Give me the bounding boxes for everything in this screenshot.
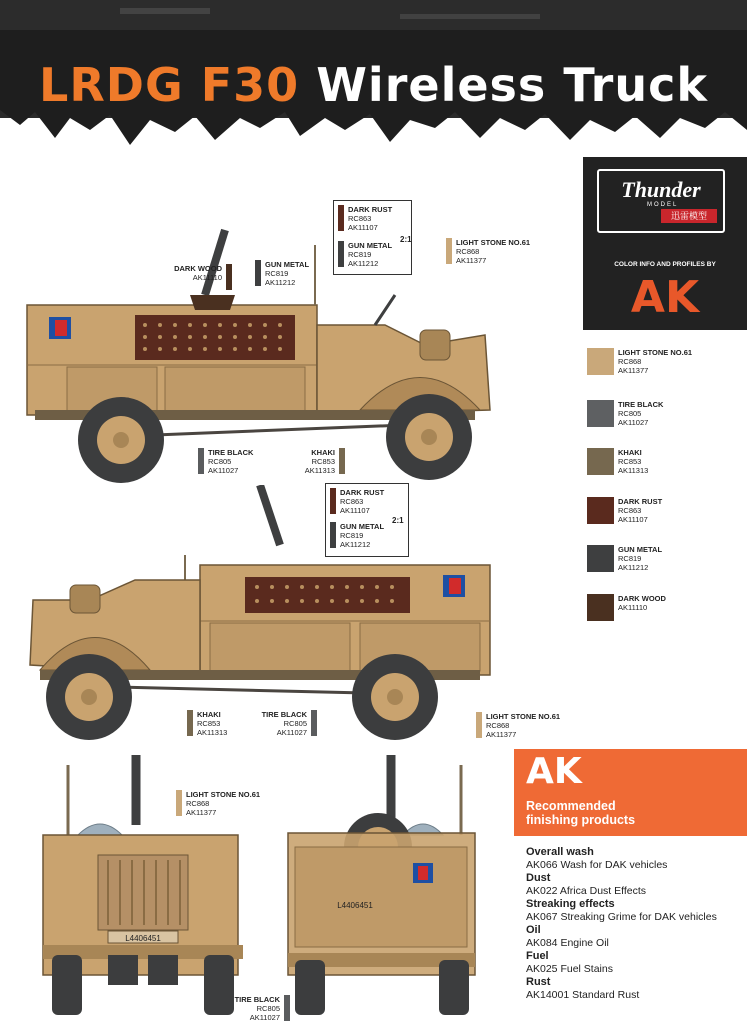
callout-code: RC863 <box>340 497 364 506</box>
ak-logo-banner: AK <box>526 751 582 792</box>
ak-recommended-banner <box>514 749 747 836</box>
callout-name: KHAKI <box>197 710 221 719</box>
palette-name: DARK RUST <box>618 497 663 506</box>
callout-code: AK11377 <box>186 808 217 817</box>
callout-code: RC819 <box>348 250 372 259</box>
callout-code: AK11313 <box>197 728 228 737</box>
brand-panel <box>583 157 747 330</box>
callout-dark-wood-1 <box>150 264 232 290</box>
callout-name: DARK RUST <box>348 205 393 214</box>
palette-swatch <box>587 497 614 524</box>
palette-code: RC863 <box>618 506 642 515</box>
palette-code: AK11027 <box>618 418 649 427</box>
callout-code: RC868 <box>486 721 510 730</box>
ratio-label-2: 2:1 <box>392 516 404 525</box>
callout-code: AK11377 <box>486 730 517 739</box>
swatch <box>338 205 344 231</box>
palette-code: RC805 <box>618 409 642 418</box>
callout-code: RC805 <box>208 457 232 466</box>
callout-code: AK11377 <box>456 256 487 265</box>
callout-name: GUN METAL <box>340 522 385 531</box>
product-heading: Fuel <box>526 950 549 962</box>
callout-name: LIGHT STONE NO.61 <box>486 712 561 721</box>
callout-name: GUN METAL <box>348 241 393 250</box>
palette-code: RC868 <box>618 357 642 366</box>
callout-name: LIGHT STONE NO.61 <box>186 790 261 799</box>
thunder-wordmark: Thunder <box>621 177 701 202</box>
palette-name: TIRE BLACK <box>618 400 664 409</box>
callout-gun-metal-1 <box>255 260 325 286</box>
callout-code: RC863 <box>348 214 372 223</box>
product-heading: Oil <box>526 924 541 936</box>
palette-swatch <box>587 594 614 621</box>
palette-code: AK11313 <box>618 466 649 475</box>
product-heading: Rust <box>526 976 551 988</box>
callout-code: AK11212 <box>340 540 371 549</box>
swatch <box>198 448 204 474</box>
palette-name: LIGHT STONE NO.61 <box>618 348 693 357</box>
truck-rear-view <box>283 755 483 1020</box>
callout-name: LIGHT STONE NO.61 <box>456 238 531 247</box>
palette-code: RC853 <box>618 457 642 466</box>
swatch <box>176 790 182 816</box>
callout-code: AK11212 <box>265 278 296 287</box>
callout-name: KHAKI <box>311 448 335 457</box>
page-title <box>0 58 747 112</box>
swatch <box>226 264 232 290</box>
swatch <box>187 710 193 736</box>
swatch <box>339 448 345 474</box>
swatch <box>255 260 261 286</box>
header-banner <box>0 0 747 150</box>
swatch <box>284 995 290 1021</box>
callout-name: TIRE BLACK <box>261 710 307 719</box>
callout-code: AK11027 <box>276 728 307 737</box>
callout-code: RC819 <box>340 531 364 540</box>
callout-name: DARK WOOD <box>174 264 222 273</box>
ak-logo: AK <box>630 272 700 323</box>
palette-name: DARK WOOD <box>618 594 666 603</box>
callout-code: AK11027 <box>208 466 239 475</box>
palette-swatch <box>587 545 614 572</box>
callout-code: AK11107 <box>340 506 370 515</box>
product-item: AK022 Africa Dust Effects <box>526 885 647 897</box>
callout-tire-black-2 <box>255 710 317 736</box>
product-item: AK066 Wash for DAK vehicles <box>526 859 668 871</box>
thunder-logo <box>597 169 725 233</box>
palette-name: GUN METAL <box>618 545 663 554</box>
palette-code: AK11110 <box>618 603 648 612</box>
callout-code: AK11110 <box>192 273 222 282</box>
callout-name: TIRE BLACK <box>234 995 280 1004</box>
palette-swatch <box>587 400 614 427</box>
callout-code: RC868 <box>186 799 210 808</box>
callout-code: RC868 <box>456 247 480 256</box>
callout-code: AK11313 <box>304 466 335 475</box>
product-item: AK025 Fuel Stains <box>526 963 613 975</box>
swatch <box>476 712 482 738</box>
callout-code: RC853 <box>311 457 335 466</box>
color-info-label: COLOR INFO AND PROFILES BY <box>614 261 716 268</box>
palette-code: AK11212 <box>618 563 649 572</box>
thunder-cn: 迅雷模型 <box>661 209 717 223</box>
title-part2: Wireless Truck <box>316 58 708 112</box>
swatch <box>330 522 336 548</box>
callout-code: RC805 <box>256 1004 280 1013</box>
callout-code: RC819 <box>265 269 289 278</box>
palette-code: AK11377 <box>618 366 649 375</box>
callout-name: DARK RUST <box>340 488 385 497</box>
recommended-line2: finishing products <box>526 813 636 827</box>
palette-swatch <box>587 348 614 375</box>
callout-code: AK11107 <box>348 223 378 232</box>
product-item: AK14001 Standard Rust <box>526 989 640 1001</box>
swatch <box>311 710 317 736</box>
product-heading: Streaking effects <box>526 898 615 910</box>
rear-plate-text: L4406451 <box>337 901 373 910</box>
callout-name: GUN METAL <box>265 260 310 269</box>
callout-khaki-1 <box>290 448 345 474</box>
product-heading: Dust <box>526 872 551 884</box>
callout-name: TIRE BLACK <box>208 448 254 457</box>
swatch <box>338 241 344 267</box>
callout-tire-black-3 <box>220 995 290 1021</box>
recommended-line1: Recommended <box>526 799 616 813</box>
products-list <box>526 846 746 1002</box>
callout-code: RC805 <box>283 719 307 728</box>
ratio-label-1: 2:1 <box>400 235 412 244</box>
callout-code: RC853 <box>197 719 221 728</box>
product-item: AK084 Engine Oil <box>526 937 609 949</box>
swatch <box>446 238 452 264</box>
product-heading: Overall wash <box>526 846 594 858</box>
callout-code: AK11027 <box>249 1013 280 1022</box>
palette-swatch <box>587 448 614 475</box>
thunder-model: MODEL <box>647 202 679 208</box>
title-part1: LRDG F30 <box>39 58 300 112</box>
product-item: AK067 Streaking Grime for DAK vehicles <box>526 911 717 923</box>
callout-code: AK11212 <box>348 259 379 268</box>
swatch <box>330 488 336 514</box>
palette-code: RC819 <box>618 554 642 563</box>
palette-code: AK11107 <box>618 515 648 524</box>
palette-name: KHAKI <box>618 448 642 457</box>
front-plate-text: L4406451 <box>125 934 161 943</box>
